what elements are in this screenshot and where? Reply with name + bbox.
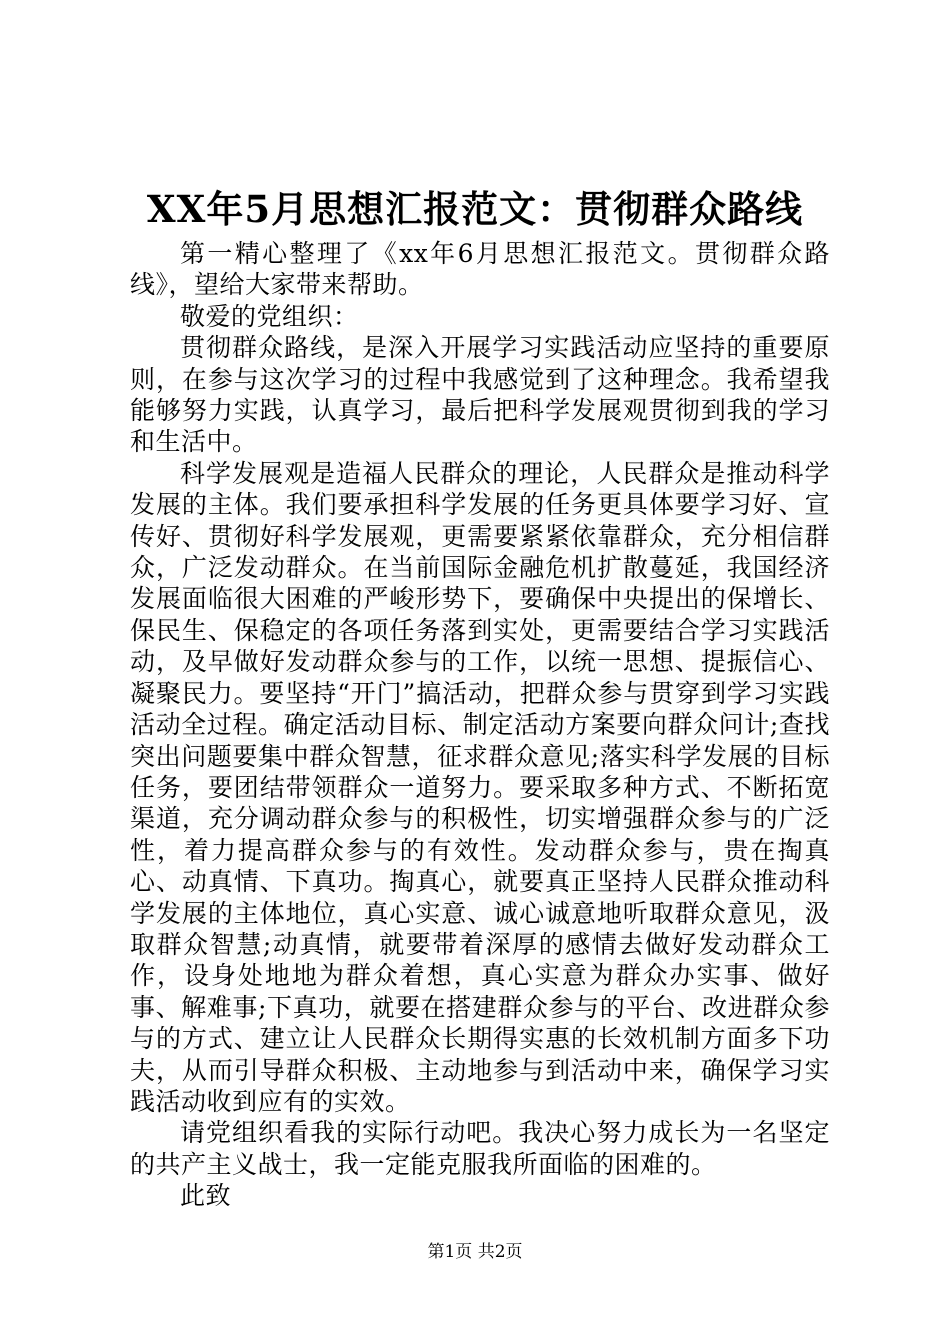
document-title: XX年5月思想汇报范文：贯彻群众路线 [146,187,804,231]
intro-paragraph: 第一精心整理了《xx年6月思想汇报范文。贯彻群众路线》，望给大家带来帮助。 [130,239,830,300]
closing: 此致 [180,1181,232,1211]
body-paragraph-3: 请党组织看我的实际行动吧。我决心努力成长为一名坚定的共产主义战士，我一定能克服我所面临的困难的。 [130,1118,830,1179]
salutation: 敬爱的党组织： [180,301,359,331]
document-body [130,238,830,1212]
body-paragraph-2: 科学发展观是造福人民群众的理论，人民群众是推动科学发展的主体。我们要承担科学发展的任务更具体要学习好、宣传好、贯彻好科学发展观，更需要紧紧依靠群众，充分相信群众，广泛发动群众。在当前国际金融危机扩散蔓延，我国经济发展面临很大困难的严峻形势下，要确保中央提出的保增长、保民生、保稳定的各项任务落到实处，更需要结合学习实践活动，及早做好发动群众参与的工作，以统一思想、提振信心、凝聚民力。要坚持“开门”搞活动，把群众参与贯穿到学习实践活动全过程。确定活动目标、制定活动方案要向群众问计;查找突出问题要集中群众智慧，征求群众意见;落实科学发展的目标任务，要团结带领群众一道努力。要采取多种方式、不断拓宽渠道，充分调动群众参与的积极性，切实增强群众参与的广泛性，着力提高群众参与的有效性。发动群众参与，贵在掏真心、动真情、下真功。掏真心，就要真正坚持人民群众推动科学发展的主体地位，真心实意、诚心诚意地听取群众意见，汲取群众智慧;动真情，就要带着深厚的感情去做好发动群众工作，设身处地地为群众着想，真心实意为群众办实事、做好事、解难事;下真功，就要在搭建群众参与的平台、改进群众参与的方式、建立让人民群众长期得实惠的长效机制方面多下功夫，从而引导群众积极、主动地参与到活动中来，确保学习实践活动收到应有的实效。 [130,458,830,1116]
page-footer: 第1页 共2页 [427,1242,523,1262]
body-paragraph-1: 贯彻群众路线，是深入开展学习实践活动应坚持的重要原则，在参与这次学习的过程中我感觉到了这种理念。我希望我能够努力实践，认真学习，最后把科学发展观贯彻到我的学习和生活中。 [130,333,830,457]
